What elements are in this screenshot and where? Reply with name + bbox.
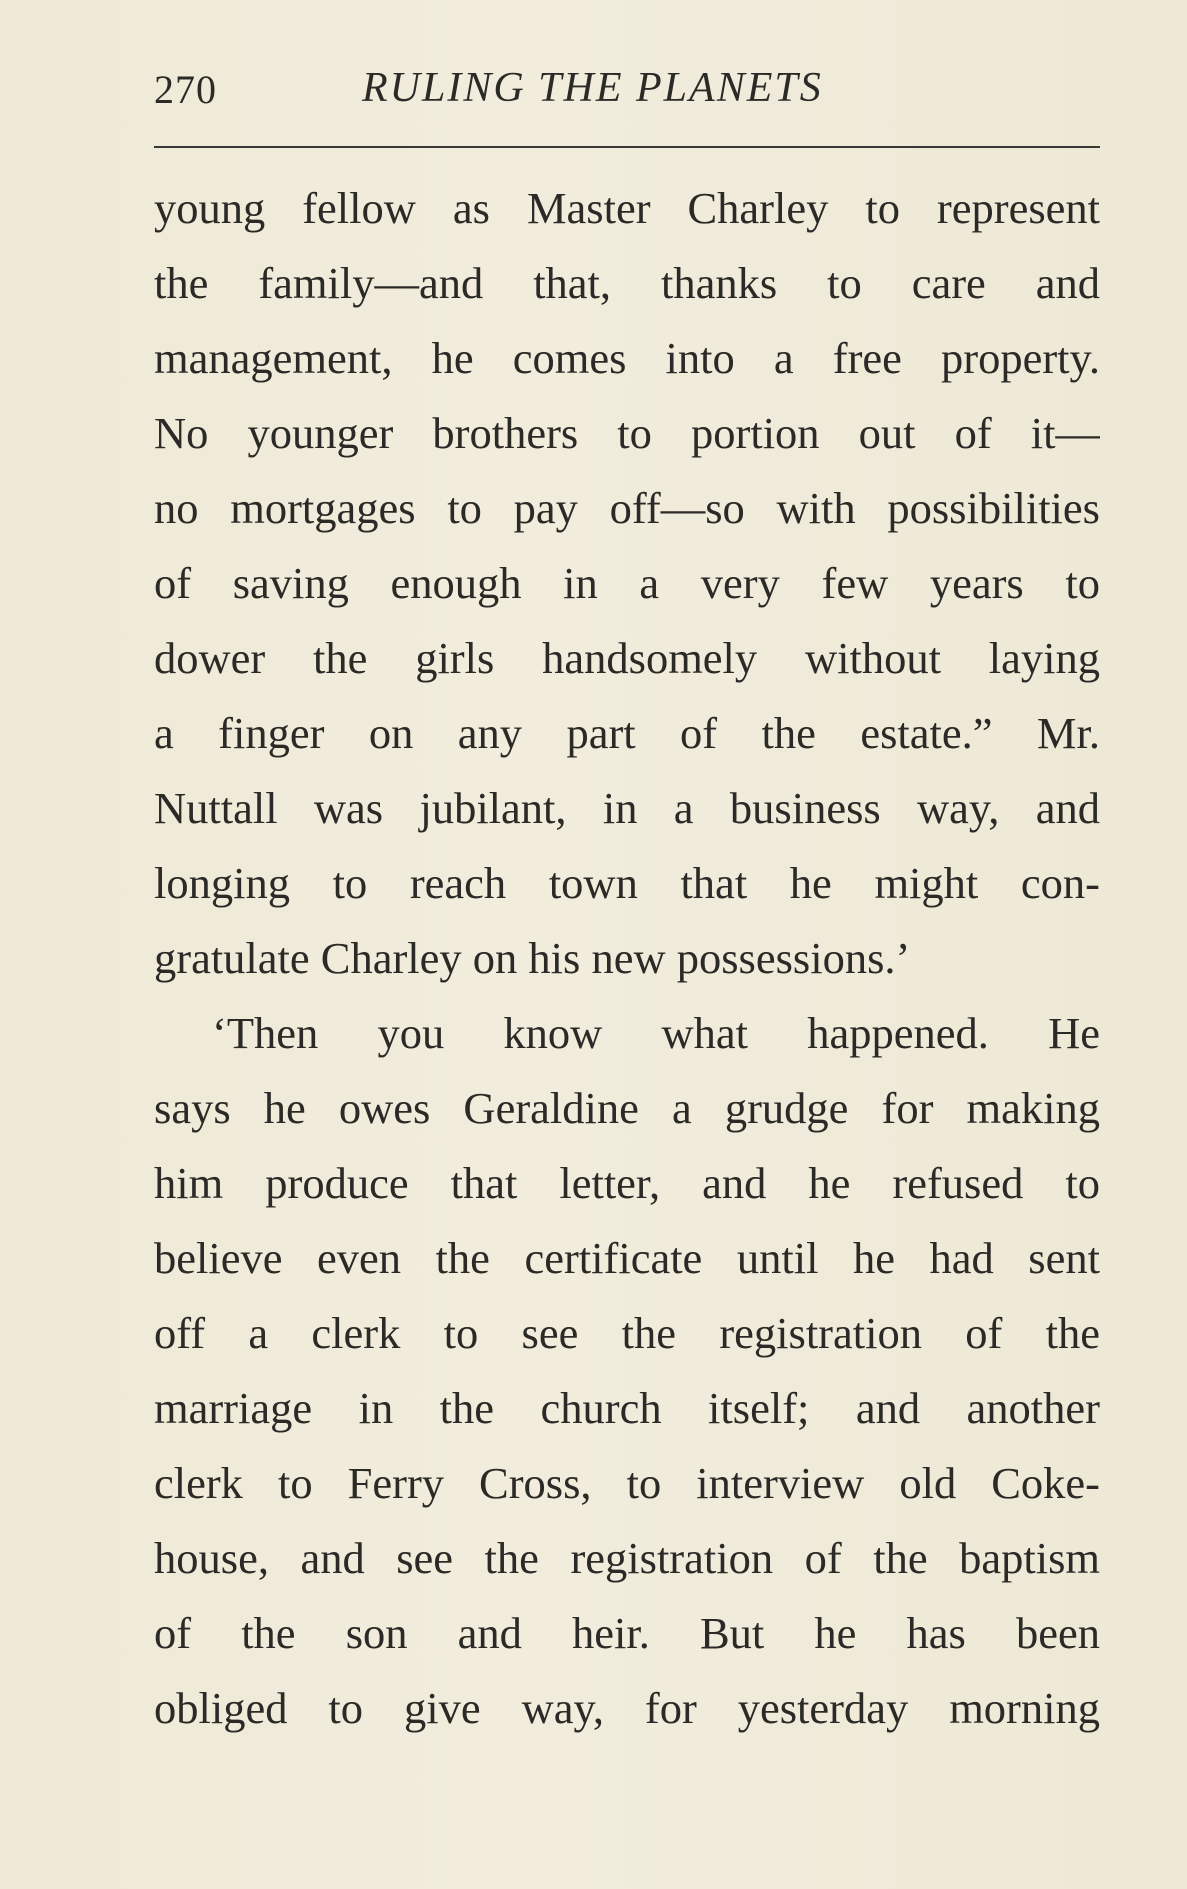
text-line: No younger brothers to portion out of it— xyxy=(154,408,1100,458)
text-line: off a clerk to see the registration of the xyxy=(154,1308,1100,1358)
page-number: 270 xyxy=(154,67,217,112)
running-title: RULING THE PLANETS xyxy=(362,65,823,111)
body-text xyxy=(154,178,1100,1753)
text-line: dower the girls handsomely without laying xyxy=(154,633,1100,683)
text-line: longing to reach town that he might con- xyxy=(154,858,1100,908)
text-line: a finger on any part of the estate.” Mr. xyxy=(154,708,1100,758)
text-line: young fellow as Master Charley to represent xyxy=(154,183,1100,233)
text-line: no mortgages to pay off—so with possibilities xyxy=(154,483,1100,533)
text-line: gratulate Charley on his new possessions.’ xyxy=(154,933,911,983)
text-line: of saving enough in a very few years to xyxy=(154,558,1100,608)
text-line: obliged to give way, for yesterday morning xyxy=(154,1683,1100,1733)
text-line: marriage in the church itself; and another xyxy=(154,1383,1100,1433)
text-line: of the son and heir. But he has been xyxy=(154,1608,1100,1658)
text-line: Nuttall was jubilant, in a business way, and xyxy=(154,783,1100,833)
running-head xyxy=(154,62,1100,122)
text-line: management, he comes into a free property. xyxy=(154,333,1100,383)
text-line: house, and see the registration of the baptism xyxy=(154,1533,1100,1583)
text-line: him produce that letter, and he refused to xyxy=(154,1158,1100,1208)
text-line: believe even the certificate until he had sent xyxy=(154,1233,1100,1283)
text-line: says he owes Geraldine a grudge for making xyxy=(154,1083,1100,1133)
text-line: ‘Then you know what happened. He xyxy=(212,1008,1100,1058)
text-line: clerk to Ferry Cross, to interview old Coke- xyxy=(154,1458,1100,1508)
header-rule xyxy=(154,146,1100,148)
text-line: the family—and that, thanks to care and xyxy=(154,258,1100,308)
